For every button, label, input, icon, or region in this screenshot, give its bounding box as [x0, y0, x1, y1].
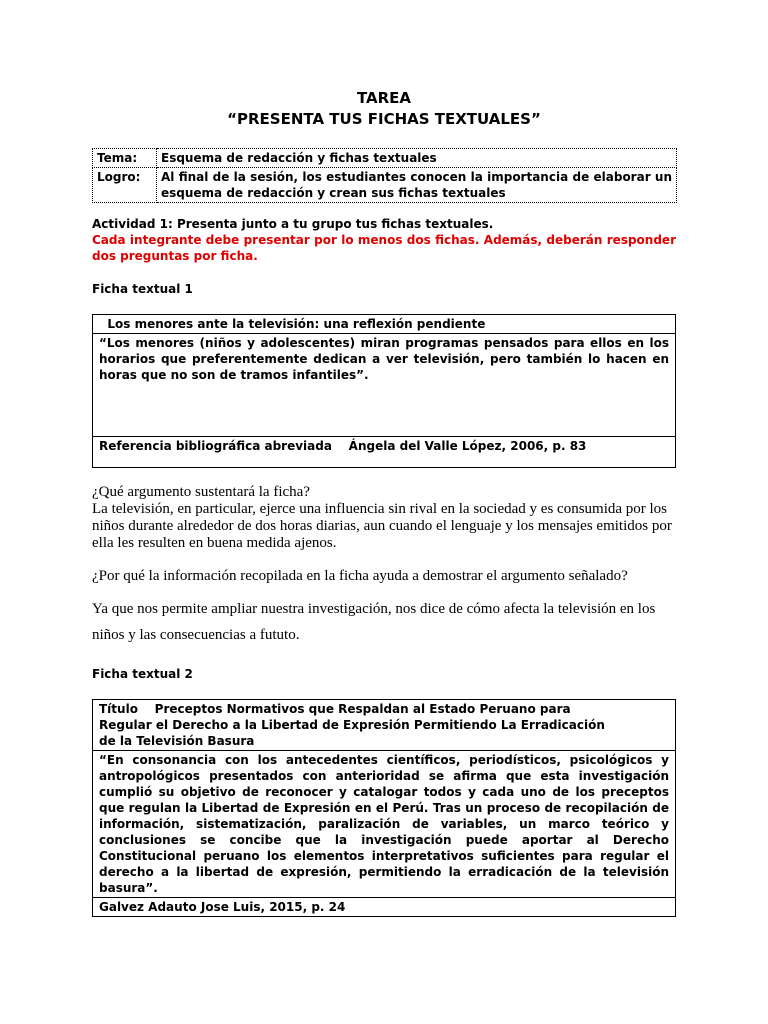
- ficha2-title-line2: Regular el Derecho a la Libertad de Expresión Permitiendo La Erradicación: [99, 718, 605, 732]
- ficha2-title: [93, 700, 675, 751]
- logro-value: Al final de la sesión, los estudiantes conocen la importancia de elaborar un esquema de redacción y crean sus fichas textuales: [157, 168, 677, 203]
- activity-instruction: Cada integrante debe presentar por lo menos dos fichas. Además, deberán responder dos preguntas por ficha.: [92, 233, 676, 263]
- answer-1: La televisión, en particular, ejerce una influencia sin rival en la sociedad y es consumida por los niños durante alrededor de dos horas diarias, aun cuando el lenguaje y los mensajes emitidos por ella les resulten en buena medida ajenos.: [92, 501, 672, 551]
- info-table: [92, 148, 677, 203]
- tema-value: Esquema de redacción y fichas textuales: [157, 149, 677, 168]
- ficha1-quote: “Los menores (niños y adolescentes) miran programas pensados para ellos en los horarios que preferentemente dedican a ver televisión, pero también lo hacen en horas que no son de tramos infantiles”.: [93, 334, 675, 437]
- ficha1-title: Los menores ante la televisión: una reflexión pendiente: [93, 315, 675, 334]
- ficha1-label: Ficha textual 1: [92, 282, 193, 296]
- tema-label: Tema:: [93, 149, 157, 168]
- question-2: ¿Por qué la información recopilada en la ficha ayuda a demostrar el argumento señalado?: [92, 568, 628, 584]
- ficha1-card: [92, 314, 676, 468]
- ficha2-label: Ficha textual 2: [92, 667, 193, 681]
- page-title: TAREA: [356, 89, 412, 107]
- tema-row: [93, 149, 677, 168]
- logro-label: Logro:: [93, 168, 157, 203]
- ficha1-reference: Referencia bibliográfica abreviada Ángela del Valle López, 2006, p. 83: [99, 439, 587, 453]
- ficha2-title-line3: de la Televisión Basura: [99, 734, 255, 748]
- answer-2: Ya que nos permite ampliar nuestra investigación, nos dice de cómo afecta la televisión en los niños y las consecuencias a fututo.: [92, 601, 656, 643]
- ficha2-reference: Galvez Adauto Jose Luis, 2015, p. 24: [99, 900, 346, 914]
- question-1: ¿Qué argumento sustentará la ficha?: [92, 484, 310, 500]
- ficha2-card: [92, 699, 676, 917]
- ficha2-title-line1: Título Preceptos Normativos que Respaldan al Estado Peruano para: [99, 702, 571, 716]
- page-subtitle: “PRESENTA TUS FICHAS TEXTUALES”: [227, 110, 541, 128]
- logro-row: [93, 168, 677, 203]
- ficha2-quote: “En consonancia con los antecedentes científicos, periodísticos, psicológicos y antropológicos presentados con anterioridad se afirma que esta investigación cumplió su objetivo de reconocer y catalogar todos y cada uno de los preceptos que regulan la Libertad de Expresión en el Perú. Tras un proceso de recopilación de información, sistematización, paralización de variables, un marco teórico y conclusiones se concibe que la investigación puede aportar al Derecho Constitucional peruano los elementos interpretativos suficientes para regular el derecho a la libertad de expresión, permitiendo la erradicación de la televisión basura”.: [93, 751, 675, 898]
- activity-heading: Actividad 1: Presenta junto a tu grupo tus fichas textuales.: [92, 217, 494, 231]
